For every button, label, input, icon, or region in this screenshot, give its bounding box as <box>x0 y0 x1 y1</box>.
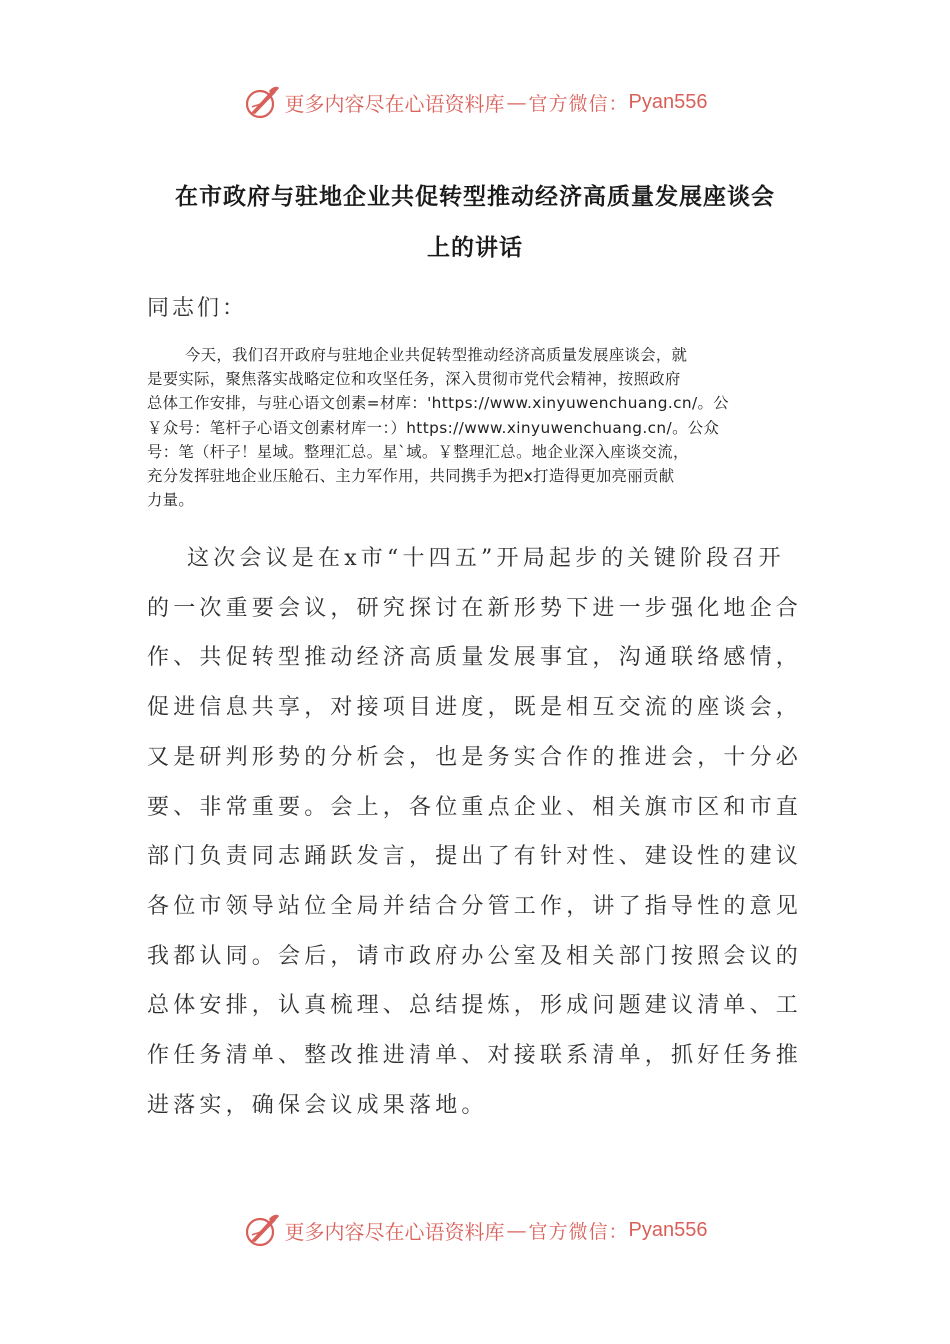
quill-pen-logo-icon <box>243 83 281 121</box>
quill-pen-logo-icon <box>243 1211 281 1249</box>
document-title-line-2: 上的讲话 <box>427 235 523 261</box>
body-paragraph <box>147 534 809 1130</box>
intro-line: 今天，我们召开政府与驻地企业共促转型推动经济高质量发展座谈会，就 <box>185 346 688 364</box>
banner-wechat-label: 官方微信： <box>528 92 629 115</box>
body-line: 作、共促转型推动经济高质量发展事宜，沟通联络感情， <box>147 645 803 671</box>
body-line: 这次会议是在x市“十四五”开局起步的关键阶段召开 <box>187 546 785 571</box>
document-title-line-1: 在市政府与驻地企业共促转型推动经济高质量发展座谈会 <box>175 184 775 210</box>
body-line: 促进信息共享，对接项目进度，既是相互交流的座谈会， <box>147 695 803 721</box>
banner-wechat-id: Pyan556 <box>628 90 708 113</box>
banner-wechat-label: 官方微信： <box>528 1220 629 1243</box>
body-line: 作任务清单、整改推进清单、对接联系清单，抓好任务推 <box>147 1043 803 1069</box>
body-line: 又是研判形势的分析会，也是务实合作的推进会，十分必 <box>147 744 803 770</box>
body-line: 的一次重要会议，研究探讨在新形势下进一步强化地企合 <box>147 595 803 621</box>
body-line: 部门负责同志踊跃发言，提出了有针对性、建设性的建议 <box>147 844 803 870</box>
header-watermark-banner <box>0 82 950 122</box>
body-line: 我都认同。会后，请市政府办公室及相关部门按照会议的 <box>147 943 803 969</box>
intro-line: 是要实际，聚焦落实战略定位和攻坚任务，深入贯彻市党代会精神，按照政府 <box>147 370 681 389</box>
intro-line: 力量。 <box>147 491 195 510</box>
body-line: 进落实，确保会议成果落地。 <box>147 1092 488 1118</box>
intro-line: 充分发挥驻地企业压舱石、主力军作用，共同携手为把x打造得更加亮丽贡献 <box>147 467 675 486</box>
banner-text: 更多内容尽在心语资料库 <box>284 91 505 116</box>
body-line: 总体安排，认真梳理、总结提炼，形成问题建议清单、工 <box>147 993 803 1019</box>
body-line: 各位市领导站位全局并结合分管工作，讲了指导性的意见 <box>147 893 803 919</box>
salutation: 同志们： <box>147 296 248 321</box>
banner-wechat-id: Pyan556 <box>628 1218 708 1241</box>
intro-line: 总体工作安排，与驻心语文创素=材库：'https://www.xinyuwenchuang.cn/。公 <box>147 394 729 413</box>
banner-separator: — <box>506 90 527 114</box>
body-line: 要、非常重要。会上，各位重点企业、相关旗市区和市直 <box>147 794 803 820</box>
intro-line: ￥众号：笔杆子心语文创素材库一：）https://www.xinyuwenchuang.cn/。公众 <box>147 418 720 437</box>
banner-separator: — <box>506 1218 527 1242</box>
intro-paragraph <box>147 343 809 512</box>
intro-line: 号：笔（杆子！星域。整理汇总。星`域。￥整理汇总。地企业深入座谈交流， <box>147 442 689 461</box>
banner-text: 更多内容尽在心语资料库 <box>284 1219 505 1244</box>
footer-watermark-banner <box>0 1210 950 1250</box>
